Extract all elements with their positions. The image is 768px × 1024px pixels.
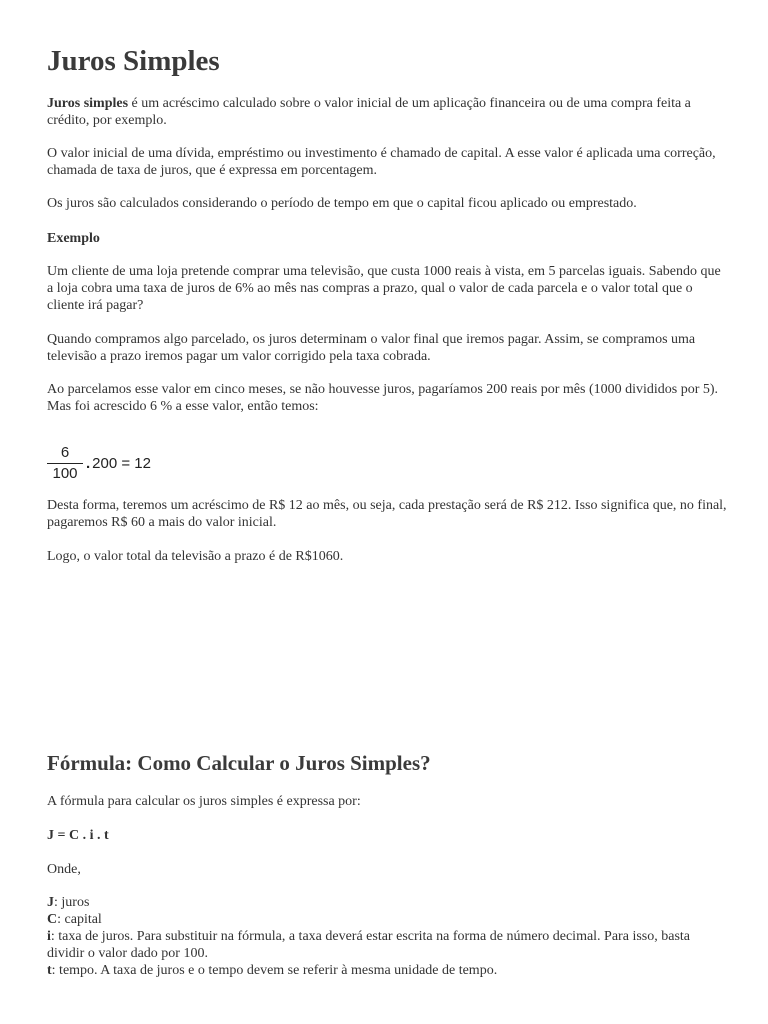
- fraction-denominator: 100: [52, 465, 78, 482]
- formula-section-title: Fórmula: Como Calcular o Juros Simples?: [47, 751, 431, 775]
- definition-symbol: i: [47, 929, 51, 944]
- total-paragraph: Logo, o valor total da televisão a prazo é de R$1060.: [47, 549, 344, 564]
- fraction-numerator: 6: [60, 444, 70, 461]
- onde-label: Onde,: [47, 862, 81, 877]
- fraction-bar: [47, 463, 83, 464]
- definition-symbol: t: [47, 963, 52, 978]
- calculation-intro-paragraph: Ao parcelamos esse valor em cinco meses, se não houvesse juros, pagaríamos 200 reais por mês (1000 divididos por 5). Mas foi acrescido 6 % a esse valor, então temos:: [47, 382, 719, 414]
- fraction: [47, 444, 83, 483]
- example-heading-text: Exemplo: [47, 231, 100, 246]
- example-formula: [47, 444, 151, 483]
- intro-paragraph: [47, 95, 727, 129]
- definition-text: : juros: [54, 895, 90, 910]
- result-paragraph: Desta forma, teremos um acréscimo de R$ 12 ao mês, ou seja, cada prestação será de R$ 212. Isso significa que, no final, pagaremos R$ 60 a mais do valor inicial.: [47, 498, 727, 530]
- capital-paragraph: O valor inicial de uma dívida, empréstimo ou investimento é chamado de capital. A esse valor é aplicada uma correção, chamada de taxa de juros, que é expressa em porcentagem.: [47, 146, 716, 178]
- definition-t: [47, 962, 727, 979]
- page-title: Juros Simples: [47, 45, 220, 77]
- definition-symbol: C: [47, 912, 58, 927]
- intro-term: Juros simples: [47, 96, 129, 111]
- definition-c: [47, 911, 727, 928]
- period-paragraph: Os juros são calculados considerando o período de tempo em que o capital ficou aplicado ou emprestado.: [47, 196, 637, 211]
- installment-paragraph: Quando compramos algo parcelado, os juros determinam o valor final que iremos pagar. Assim, se compramos uma televisão a prazo iremos pagar um valor corrigido pela taxa cobrada.: [47, 332, 696, 364]
- formula-result: 200 = 12: [92, 455, 151, 472]
- definition-i: [47, 928, 727, 962]
- simple-interest-formula: [47, 827, 727, 844]
- definition-j: [47, 894, 727, 911]
- formula-text: J = C . i . t: [47, 828, 109, 843]
- definition-symbol: J: [47, 895, 54, 910]
- formula-intro-paragraph: A fórmula para calcular os juros simples é expressa por:: [47, 794, 361, 809]
- definition-text: : capital: [57, 912, 102, 927]
- multiply-dot: .: [86, 455, 91, 472]
- definition-text: : taxa de juros. Para substituir na fórmula, a taxa deverá estar escrita na forma de número decimal. Para isso, basta dividir o valor dado por 100.: [47, 929, 690, 961]
- example-problem-paragraph: Um cliente de uma loja pretende comprar uma televisão, que custa 1000 reais à vista, em 5 parcelas iguais. Sabendo que a loja cobra uma taxa de juros de 6% ao mês nas compras a prazo, qual o valor de cada parcela e o valor total que o cliente irá pagar?: [47, 264, 721, 313]
- example-heading: [47, 230, 727, 247]
- intro-text: é um acréscimo calculado sobre o valor inicial de um aplicação financeira ou de uma compra feita a crédito, por exemplo.: [47, 96, 691, 128]
- definitions-list: [47, 894, 727, 979]
- definition-text: : tempo. A taxa de juros e o tempo devem se referir à mesma unidade de tempo.: [51, 963, 498, 978]
